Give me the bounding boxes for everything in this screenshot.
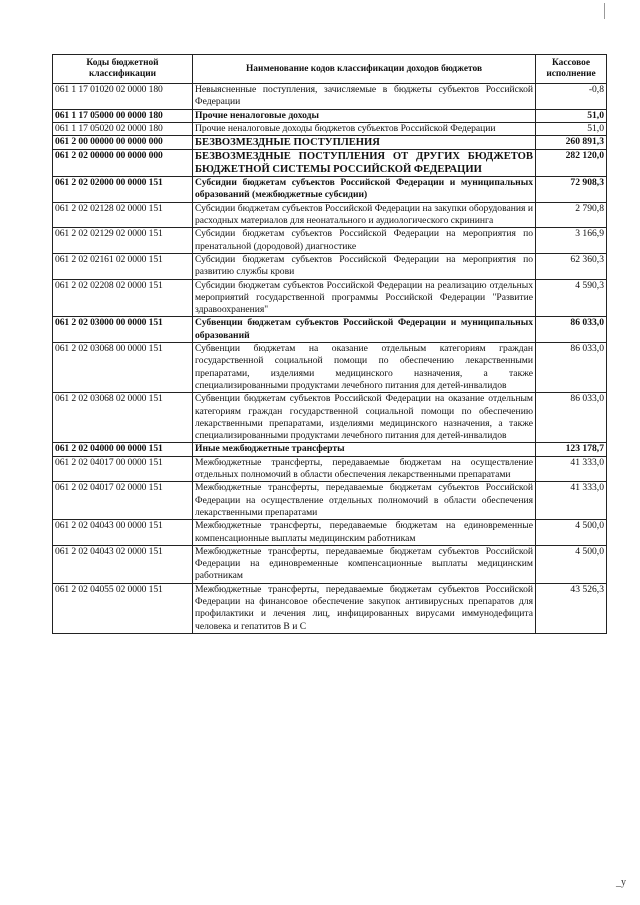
row-amount: 86 033,0 (536, 393, 607, 443)
row-code: 061 2 02 00000 00 0000 000 (53, 150, 193, 177)
table-row (53, 122, 607, 135)
row-code: 061 2 02 04043 02 0000 151 (53, 545, 193, 583)
row-code: 061 2 02 02129 02 0000 151 (53, 228, 193, 254)
table-row (53, 545, 607, 583)
row-code: 061 2 02 04000 00 0000 151 (53, 443, 193, 456)
row-amount: 51,0 (536, 109, 607, 122)
table-row (53, 109, 607, 122)
header-codes: Коды бюджетной классификации (53, 55, 193, 84)
row-amount: 4 500,0 (536, 520, 607, 546)
row-code: 061 1 17 05000 00 0000 180 (53, 109, 193, 122)
header-names: Наименование кодов классификации доходов бюджетов (193, 55, 536, 84)
table-row (53, 202, 607, 228)
row-code: 061 2 02 03068 02 0000 151 (53, 393, 193, 443)
row-name: Прочие неналоговые доходы бюджетов субъектов Российской Федерации (193, 122, 536, 135)
table-row (53, 84, 607, 110)
row-name: Межбюджетные трансферты, передаваемые бюджетам субъектов Российской Федерации на осуществление отдельных полномочий в области обеспечения лекарственными препаратами (193, 482, 536, 520)
row-amount: 260 891,3 (536, 136, 607, 150)
row-name: БЕЗВОЗМЕЗДНЫЕ ПОСТУПЛЕНИЯ ОТ ДРУГИХ БЮДЖЕТОВ БЮДЖЕТНОЙ СИСТЕМЫ РОССИЙСКОЙ ФЕДЕРАЦИИ (193, 150, 536, 177)
row-name: Субсидии бюджетам субъектов Российской Федерации и муниципальных образований (межбюджетные субсидии) (193, 177, 536, 203)
table-row (53, 317, 607, 343)
table-row (53, 343, 607, 393)
table-row (53, 253, 607, 279)
table-row (53, 456, 607, 482)
row-name: Межбюджетные трансферты, передаваемые бюджетам на осуществление отдельных полномочий в области обеспечения лекарственными препаратами (193, 456, 536, 482)
row-amount: 86 033,0 (536, 343, 607, 393)
row-name: Межбюджетные трансферты, передаваемые бюджетам субъектов Российской Федерации на финансовое обеспечение закупок антивирусных препаратов для профилактики и лечения лиц, инфицированных вирусами иммунодефицита человека и гепатитов В и С (193, 583, 536, 633)
row-name: Субсидии бюджетам субъектов Российской Федерации на реализацию отдельных мероприятий государственной программы Российской Федерации "Развитие здравоохранения" (193, 279, 536, 317)
table-row (53, 150, 607, 177)
row-code: 061 2 02 04055 02 0000 151 (53, 583, 193, 633)
row-code: 061 2 02 02000 00 0000 151 (53, 177, 193, 203)
row-code: 061 2 02 04017 00 0000 151 (53, 456, 193, 482)
row-code: 061 1 17 05020 02 0000 180 (53, 122, 193, 135)
table-row (53, 279, 607, 317)
row-name: Субвенции бюджетам субъектов Российской Федерации на оказание отдельным категориям граждан государственной социальной помощи по обеспечению лекарственными препаратами, изделиями медицинского назначения, а также специализированными продуктами лечебного питания для детей-инвалидов (193, 393, 536, 443)
row-amount: 123 178,7 (536, 443, 607, 456)
table-row (53, 443, 607, 456)
row-amount: 4 500,0 (536, 545, 607, 583)
row-code: 061 2 02 02208 02 0000 151 (53, 279, 193, 317)
row-name: Межбюджетные трансферты, передаваемые бюджетам субъектов Российской Федерации на единовременные компенсационные выплаты медицинским работникам (193, 545, 536, 583)
table-header-row (53, 55, 607, 84)
row-name: Межбюджетные трансферты, передаваемые бюджетам на единовременные компенсационные выплаты медицинским работникам (193, 520, 536, 546)
row-amount: 41 333,0 (536, 456, 607, 482)
row-amount: 86 033,0 (536, 317, 607, 343)
row-code: 061 2 02 02128 02 0000 151 (53, 202, 193, 228)
row-amount: 51,0 (536, 122, 607, 135)
row-amount: 282 120,0 (536, 150, 607, 177)
row-code: 061 2 02 04017 02 0000 151 (53, 482, 193, 520)
table-row (53, 583, 607, 633)
row-amount: 62 360,3 (536, 253, 607, 279)
table-row (53, 482, 607, 520)
row-code: 061 2 02 03000 00 0000 151 (53, 317, 193, 343)
row-amount: 43 526,3 (536, 583, 607, 633)
table-row (53, 393, 607, 443)
row-name: Субвенции бюджетам субъектов Российской Федерации и муниципальных образований (193, 317, 536, 343)
row-code: 061 1 17 01020 02 0000 180 (53, 84, 193, 110)
page-edge-mark (604, 3, 605, 19)
row-code: 061 2 00 00000 00 0000 000 (53, 136, 193, 150)
row-name: БЕЗВОЗМЕЗДНЫЕ ПОСТУПЛЕНИЯ (193, 136, 536, 150)
table-row (53, 177, 607, 203)
row-amount: 72 908,3 (536, 177, 607, 203)
row-code: 061 2 02 03068 00 0000 151 (53, 343, 193, 393)
row-amount: -0,8 (536, 84, 607, 110)
row-name: Невыясненные поступления, зачисляемые в бюджеты субъектов Российской Федерации (193, 84, 536, 110)
row-amount: 3 166,9 (536, 228, 607, 254)
row-amount: 41 333,0 (536, 482, 607, 520)
table-row (53, 136, 607, 150)
table-row (53, 520, 607, 546)
row-name: Прочие неналоговые доходы (193, 109, 536, 122)
row-name: Субсидии бюджетам субъектов Российской Федерации на мероприятия по развитию службы крови (193, 253, 536, 279)
budget-revenue-table (52, 54, 607, 634)
row-code: 061 2 02 02161 02 0000 151 (53, 253, 193, 279)
row-name: Иные межбюджетные трансферты (193, 443, 536, 456)
table-row (53, 228, 607, 254)
row-name: Субсидии бюджетам субъектов Российской Федерации на мероприятия по пренатальной (дородовой) диагностике (193, 228, 536, 254)
row-name: Субсидии бюджетам субъектов Российской Федерации на закупки оборудования и расходных материалов для неонатального и аудиологического скрининга (193, 202, 536, 228)
row-name: Субвенции бюджетам на оказание отдельным категориям граждан государственной социальной помощи по обеспечению лекарственными препаратами, изделиями медицинского назначения, а также специализированными продуктами лечебного питания для детей-инвалидов (193, 343, 536, 393)
corner-mark: _у (616, 877, 626, 888)
header-execution: Кассовое исполнение (536, 55, 607, 84)
row-amount: 4 590,3 (536, 279, 607, 317)
row-code: 061 2 02 04043 00 0000 151 (53, 520, 193, 546)
row-amount: 2 790,8 (536, 202, 607, 228)
